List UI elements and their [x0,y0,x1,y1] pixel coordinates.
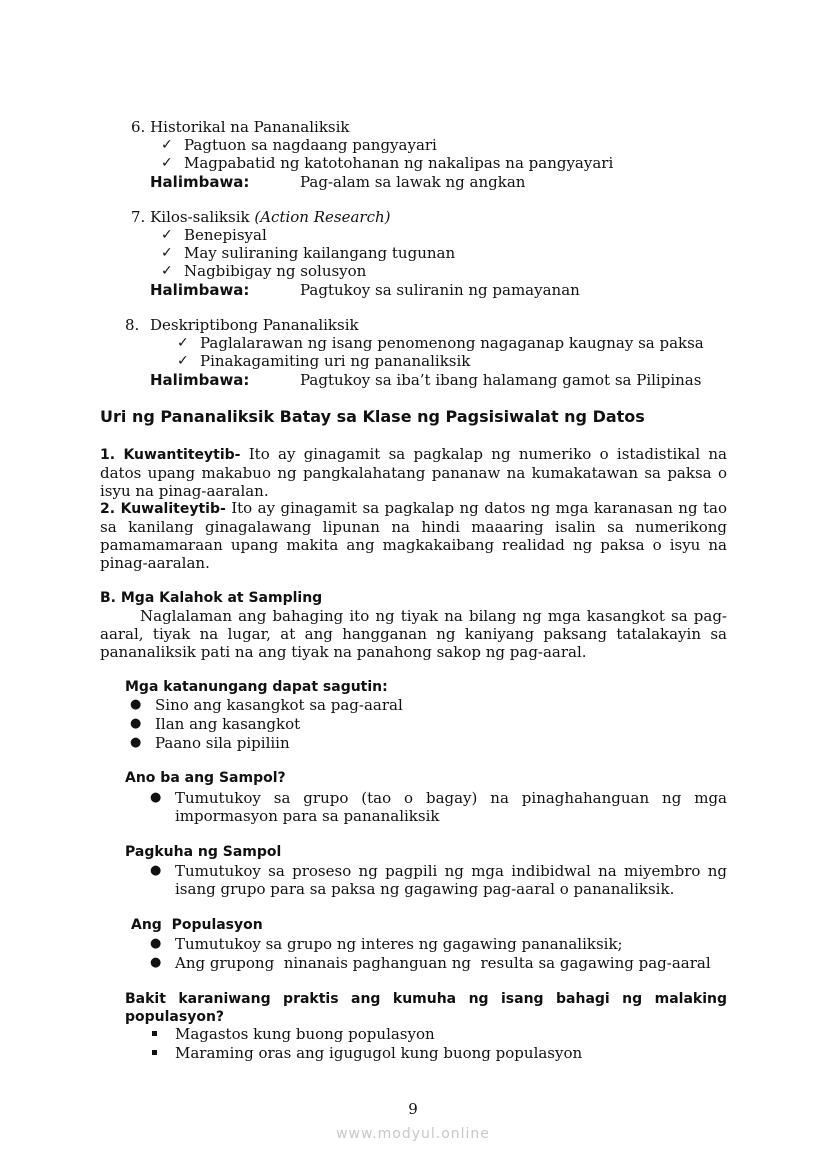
bullet-icon: ● [150,863,162,878]
kalahok-paragraph: Naglalaman ang bahaging ito ng tiyak na bilang ng mga kasangkot sa pag-aaral, tiyak na lugar, at ang hangganan ng kaniyang paksang tatalakayin sa pananaliksik pati na ang tiyak na panahong sakop ng pag-aaral. [100,607,727,661]
list-item: Maraming oras ang igugugol kung buong populasyon [175,1044,583,1062]
square-bullet-icon [152,1050,157,1055]
pagkuha-text: Tumutukoy sa proseso ng pagpili ng mga indibidwal na miyembro ng isang grupo para sa paksa ng gagawing pag-aaral o pananaliksik. [175,862,727,898]
list-item: Magpabatid ng katotohanan ng nakalipas na pangyayari [184,154,614,172]
list-item: Ilan ang kasangkot [155,715,301,733]
bullet-icon: ● [130,735,142,750]
list-item: Paano sila pipiliin [155,734,290,752]
bakit-heading: Bakit karaniwang praktis ang kumuha ng isang bahagi ng malaking populasyon? [125,991,727,1025]
list-item: Pagtuon sa nagdaang pangyayari [184,136,437,154]
uri-heading: Uri ng Pananaliksik Batay sa Klase ng Pagsisiwalat ng Datos [100,407,645,426]
list-item: Pinakagamiting uri ng pananaliksik [200,352,471,370]
list-item: Tumutukoy sa grupo ng interes ng gagawing pananaliksik; [175,935,623,953]
example-label: Halimbawa: [150,281,250,299]
kuwantitatibo-text: Ito ay ginagamit sa pagkalap ng numeriko o istadistikal na datos upang makabuo ng pangkalahatang pananaw na kumakatawan sa paksa o isyu na pinag-aaralan. [100,445,727,500]
list-item: Sino ang kasangkot sa pag-aaral [155,696,403,714]
sampol-text: Tumutukoy sa grupo (tao o bagay) na pinaghahanguan ng mga impormasyon para sa pananaliksik [175,789,727,825]
check-icon: ✓ [161,155,173,171]
page-number: 9 [408,1100,418,1118]
example-text: Pag-alam sa lawak ng angkan [300,173,526,191]
example-text: Pagtukoy sa suliranin ng pamayanan [300,281,580,299]
list-item: Paglalarawan ng isang penomenong nagaganap kaugnay sa paksa [200,334,704,352]
check-icon: ✓ [177,353,189,369]
bullet-icon: ● [130,716,142,731]
check-icon: ✓ [177,335,189,351]
watermark: www.modyul.online [336,1126,490,1142]
kalahok-heading: B. Mga Kalahok at Sampling [100,590,323,606]
pagkuha-heading: Pagkuha ng Sampol [125,844,282,860]
section-6-title: 6. Historikal na Pananaliksik [131,118,350,136]
check-icon: ✓ [161,137,173,153]
sampol-heading: Ano ba ang Sampol? [125,770,286,786]
section-8-title: Deskriptibong Pananaliksik [150,316,359,334]
check-icon: ✓ [161,245,173,261]
populasyon-heading: Ang Populasyon [131,917,263,933]
square-bullet-icon [152,1031,157,1036]
list-item: Ang grupong ninanais paghanguan ng resulta sa gagawing pag-aaral [175,954,711,972]
list-item: Nagbibigay ng solusyon [184,262,367,280]
bullet-icon: ● [150,790,162,805]
kuwalitatibo-paragraph [100,499,727,572]
example-label: Halimbawa: [150,371,250,389]
section-8-number: 8. [125,316,140,334]
example-text: Pagtukoy sa iba’t ibang halamang gamot sa Pilipinas [300,371,702,389]
section-7-title-text: 7. Kilos-saliksik [131,208,255,226]
kuwantitatibo-term: 1. Kuwantiteytib- [100,447,241,463]
bullet-icon: ● [150,955,162,970]
list-item: Benepisyal [184,226,267,244]
kuwalitatibo-text: Ito ay ginagamit sa pagkalap ng datos ng mga karanasan ng tao sa kanilang ginagalawang lipunan na hindi maaaring isalin sa numerikong pamamamaraan upang makita ang magkakaibang realidad ng paksa o isyu na pinag-aaralan. [100,499,727,572]
check-icon: ✓ [161,263,173,279]
section-7-title-italic: (Action Research) [254,208,391,226]
kuwalitatibo-term: 2. Kuwaliteytib- [100,501,226,517]
example-label: Halimbawa: [150,173,250,191]
list-item: May suliraning kailangang tugunan [184,244,456,262]
list-item: Magastos kung buong populasyon [175,1025,435,1043]
bullet-icon: ● [150,936,162,951]
check-icon: ✓ [161,227,173,243]
tanong-heading: Mga katanungang dapat sagutin: [125,679,388,695]
section-7-title [131,208,391,226]
bullet-icon: ● [130,697,142,712]
kuwantitatibo-paragraph [100,445,727,500]
